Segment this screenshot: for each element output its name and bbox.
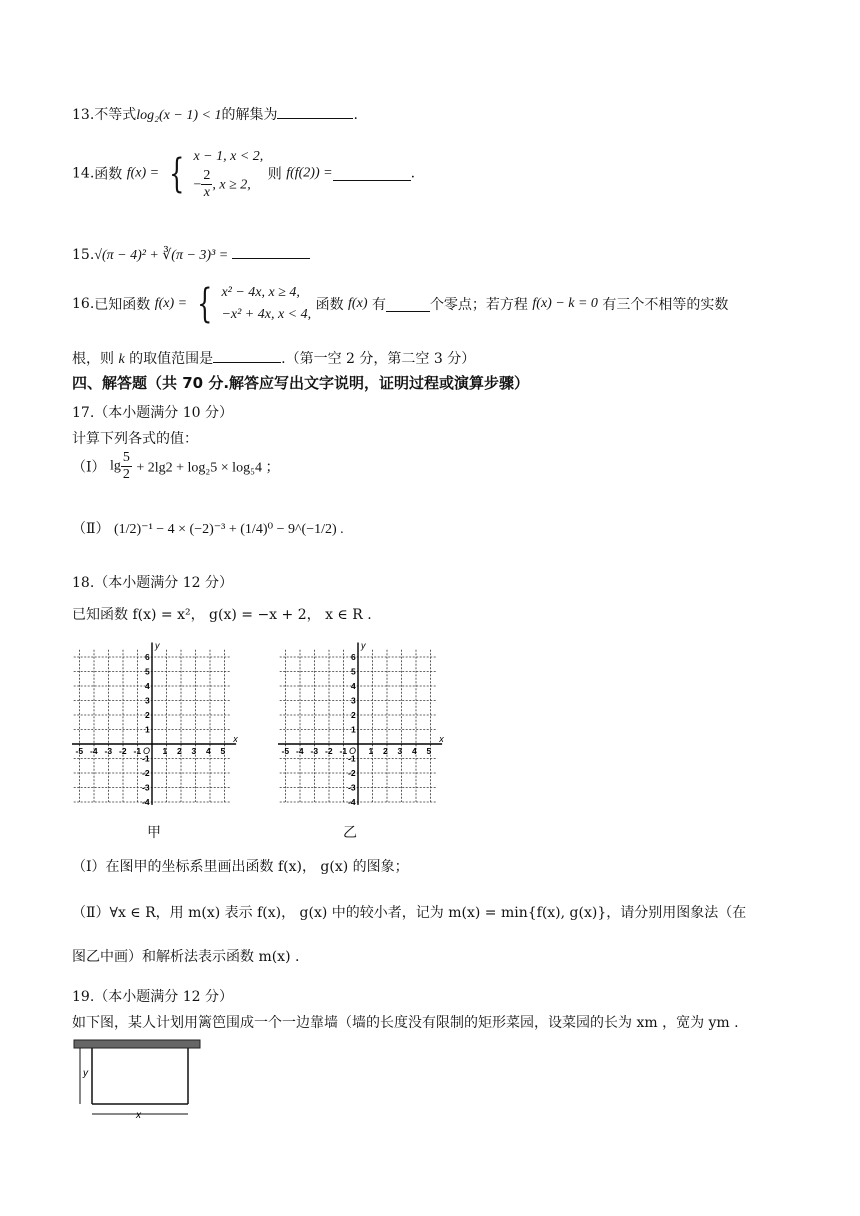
grid-jia-y-tick: 3 [145, 695, 150, 706]
q14-case2-den: x [203, 185, 210, 200]
grid-jia-x-tick: 3 [191, 746, 197, 756]
q17-part-1 [72, 450, 279, 483]
q17-p1-lg: lg [109, 458, 121, 474]
grid-yi-y-label: y [361, 640, 366, 651]
section-4-heading: 四、解答题（共 70 分.解答应写出文字说明，证明过程或演算步骤） [72, 374, 530, 392]
grid-jia-y-tick: -2 [142, 768, 150, 778]
grid-jia-x-tick: 2 [177, 746, 182, 756]
grid-yi-x-tick: -5 [281, 746, 290, 756]
q18-intro: 已知函数 f(x) = x²， g(x) = −x + 2， x ∈ R . [72, 607, 372, 623]
grid-yi-x-tick: 4 [412, 746, 417, 756]
q17-p1-num: 5 [122, 450, 130, 465]
grid-label-jia: 甲 [147, 825, 161, 841]
q16-l2-pre: 根，则 [72, 351, 114, 367]
q15-number: 15. [72, 247, 95, 263]
question-14 [72, 146, 415, 201]
q14-number: 14. [72, 165, 95, 182]
q16-prefix: 已知函数 [94, 297, 151, 313]
q13-postfix: 的解集为 [221, 107, 278, 123]
grid-yi-x-tick: -4 [296, 746, 304, 756]
grid-jia-x-tick: -4 [90, 746, 98, 756]
grid-yi [278, 636, 448, 811]
q16-cases [221, 282, 311, 326]
question-16-line-2 [72, 348, 475, 368]
q18-part-2-line-2: 图乙中画）和解析法表示函数 m(x) . [72, 949, 300, 965]
q16-l2-k: k [118, 352, 125, 367]
grid-yi-x-tick: -1 [339, 746, 348, 756]
grid-jia-x-tick: -2 [119, 746, 127, 756]
q16-text-1: 函数 [315, 297, 344, 313]
grid-jia-y-tick: 5 [145, 666, 150, 677]
grid-jia-y-tick: -3 [142, 782, 150, 793]
grid-yi-y-tick: 3 [351, 695, 356, 706]
wall [74, 1040, 200, 1048]
grid-jia-y-tick: 1 [145, 724, 150, 735]
q16-case-2: −x² + 4x, x < 4, [221, 307, 312, 322]
q14-prefix: 函数 [94, 166, 123, 183]
q16-text-2: 有 [371, 297, 386, 313]
q14-fx: f(x) = [126, 165, 160, 181]
q14-brace: { [168, 150, 184, 197]
q13-number: 13. [72, 107, 95, 123]
grid-jia-y-label: y [155, 640, 160, 651]
grid-jia-y-tick: 4 [145, 681, 150, 691]
q18-part-1: （Ⅰ）在图甲的坐标系里画出函数 f(x)， g(x) 的图象； [72, 859, 409, 875]
grid-jia-y-tick: 6 [145, 652, 150, 662]
q16-equation: f(x) − k = 0 [532, 296, 598, 311]
q14-answer-blank[interactable] [333, 166, 411, 181]
grid-jia-y-tick: -1 [142, 753, 150, 764]
q16-l2-end: .（第一空 2 分，第二空 3 分） [281, 351, 476, 367]
q17-p1-den: 2 [122, 467, 130, 482]
q17-p2-label: （Ⅱ） [72, 521, 110, 537]
q16-text-4: 有三个不相等的实数 [602, 297, 729, 313]
q16-blank-2[interactable] [213, 348, 281, 363]
grid-yi-x-tick: 1 [368, 746, 374, 756]
q14-case-2: − $\frac{2}{x}$ , x ≥ 2, [193, 168, 251, 200]
grid-jia-x-tick: 1 [162, 746, 168, 756]
q16-text-3: 个零点；若方程 [429, 297, 528, 313]
grid-yi-y-tick: -2 [348, 768, 356, 778]
grid-label-yi: 乙 [343, 825, 357, 841]
q17-intro: 计算下列各式的值： [72, 431, 198, 447]
grid-yi-x-tick: 2 [383, 746, 388, 756]
q19-text: 如下图，某人计划用篱笆围成一个一边靠墙（墙的长度没有限制的矩形菜园，设菜园的长为 xm ，宽为 ym . [72, 1015, 739, 1031]
q14-case2-tail: , x ≥ 2, [212, 177, 251, 193]
grid-yi-x-tick: 5 [426, 746, 432, 756]
q14-then: 则 [267, 166, 282, 183]
grid-yi-x-tick: 3 [397, 746, 403, 756]
grid-jia-x-tick: -5 [75, 746, 84, 756]
q16-number: 16. [72, 296, 95, 312]
grid-yi-y-tick: 4 [351, 681, 356, 691]
grid-yi-y-tick: 5 [351, 666, 356, 677]
q15-answer-blank[interactable] [232, 244, 310, 259]
q13-end: . [353, 107, 358, 123]
fig-label-x: x [136, 1110, 141, 1120]
grid-yi-origin: O [349, 746, 357, 756]
question-16 [72, 282, 728, 326]
q14-end: . [410, 165, 416, 182]
q18-title: 18.（本小题满分 12 分） [72, 575, 233, 591]
grid-yi-x-tick: -2 [325, 746, 333, 756]
q15-expression: √(π − 4)² + ∛(π − 3)³ = [94, 248, 229, 263]
grid-yi-y-tick: -4 [348, 797, 356, 807]
q16-fx2: f(x) [348, 296, 368, 311]
grid-yi-y-tick: -3 [348, 782, 356, 793]
q14-ffx: f(f(2)) = [286, 165, 333, 181]
grid-yi-x-label: x [439, 734, 444, 744]
q13-expression: log₂(x − 1) < 1 [136, 108, 222, 123]
grid-yi-y-tick: 2 [351, 710, 356, 720]
grid-jia-origin: O [143, 746, 151, 756]
question-15 [72, 244, 310, 264]
q14-cases [193, 146, 263, 201]
q16-brace: { [196, 281, 212, 327]
grid-jia-x-tick: -1 [133, 746, 142, 756]
grid-jia-y-tick: -4 [142, 797, 150, 807]
grid-yi-y-tick: -1 [348, 753, 356, 764]
grid-yi-y-tick: 6 [351, 652, 356, 662]
grid-jia-x-tick: 4 [206, 746, 211, 756]
q17-title: 17.（本小题满分 10 分） [72, 405, 233, 421]
grid-jia [72, 636, 242, 811]
q17-p1-rest: + 2lg2 + log₂5 × log₅4 ； [136, 460, 280, 476]
grid-jia-x-tick: -3 [104, 746, 113, 756]
q14-case-1: x − 1, x < 2, [193, 149, 264, 164]
q16-fx: f(x) = [154, 296, 188, 311]
q18-part-2-line-1: （Ⅱ）∀x ∈ R，用 m(x) 表示 f(x)， g(x) 中的较小者，记为 m(x) = min{f(x), g(x)}，请分别用图象法（在 [72, 905, 747, 921]
q13-answer-blank[interactable] [277, 104, 353, 119]
grid-jia-x-label: x [233, 734, 238, 744]
grid-yi-y-tick: 1 [351, 724, 356, 735]
q16-case-1: x² − 4x, x ≥ 4, [221, 285, 300, 300]
q13-prefix: 不等式 [94, 107, 137, 123]
grid-jia-y-tick: 2 [145, 710, 150, 720]
garden-figure [72, 1038, 202, 1120]
grid-yi-x-tick: -3 [310, 746, 319, 756]
question-13 [72, 104, 358, 124]
q17-part-2 [72, 518, 344, 538]
q17-p1-label: （Ⅰ） [72, 459, 106, 476]
fig-label-y: y [83, 1068, 88, 1079]
q14-case2-num: 2 [203, 168, 211, 183]
q17-p2-expression: (1/2)⁻¹ − 4 × (−2)⁻³ + (1/4)⁰ − 9^(−1/2) . [113, 522, 344, 537]
q16-l2-mid: 的取值范围是 [129, 351, 214, 367]
q19-title: 19.（本小题满分 12 分） [72, 989, 233, 1005]
grid-jia-x-tick: 5 [220, 746, 226, 756]
q16-blank-1[interactable] [386, 297, 430, 312]
